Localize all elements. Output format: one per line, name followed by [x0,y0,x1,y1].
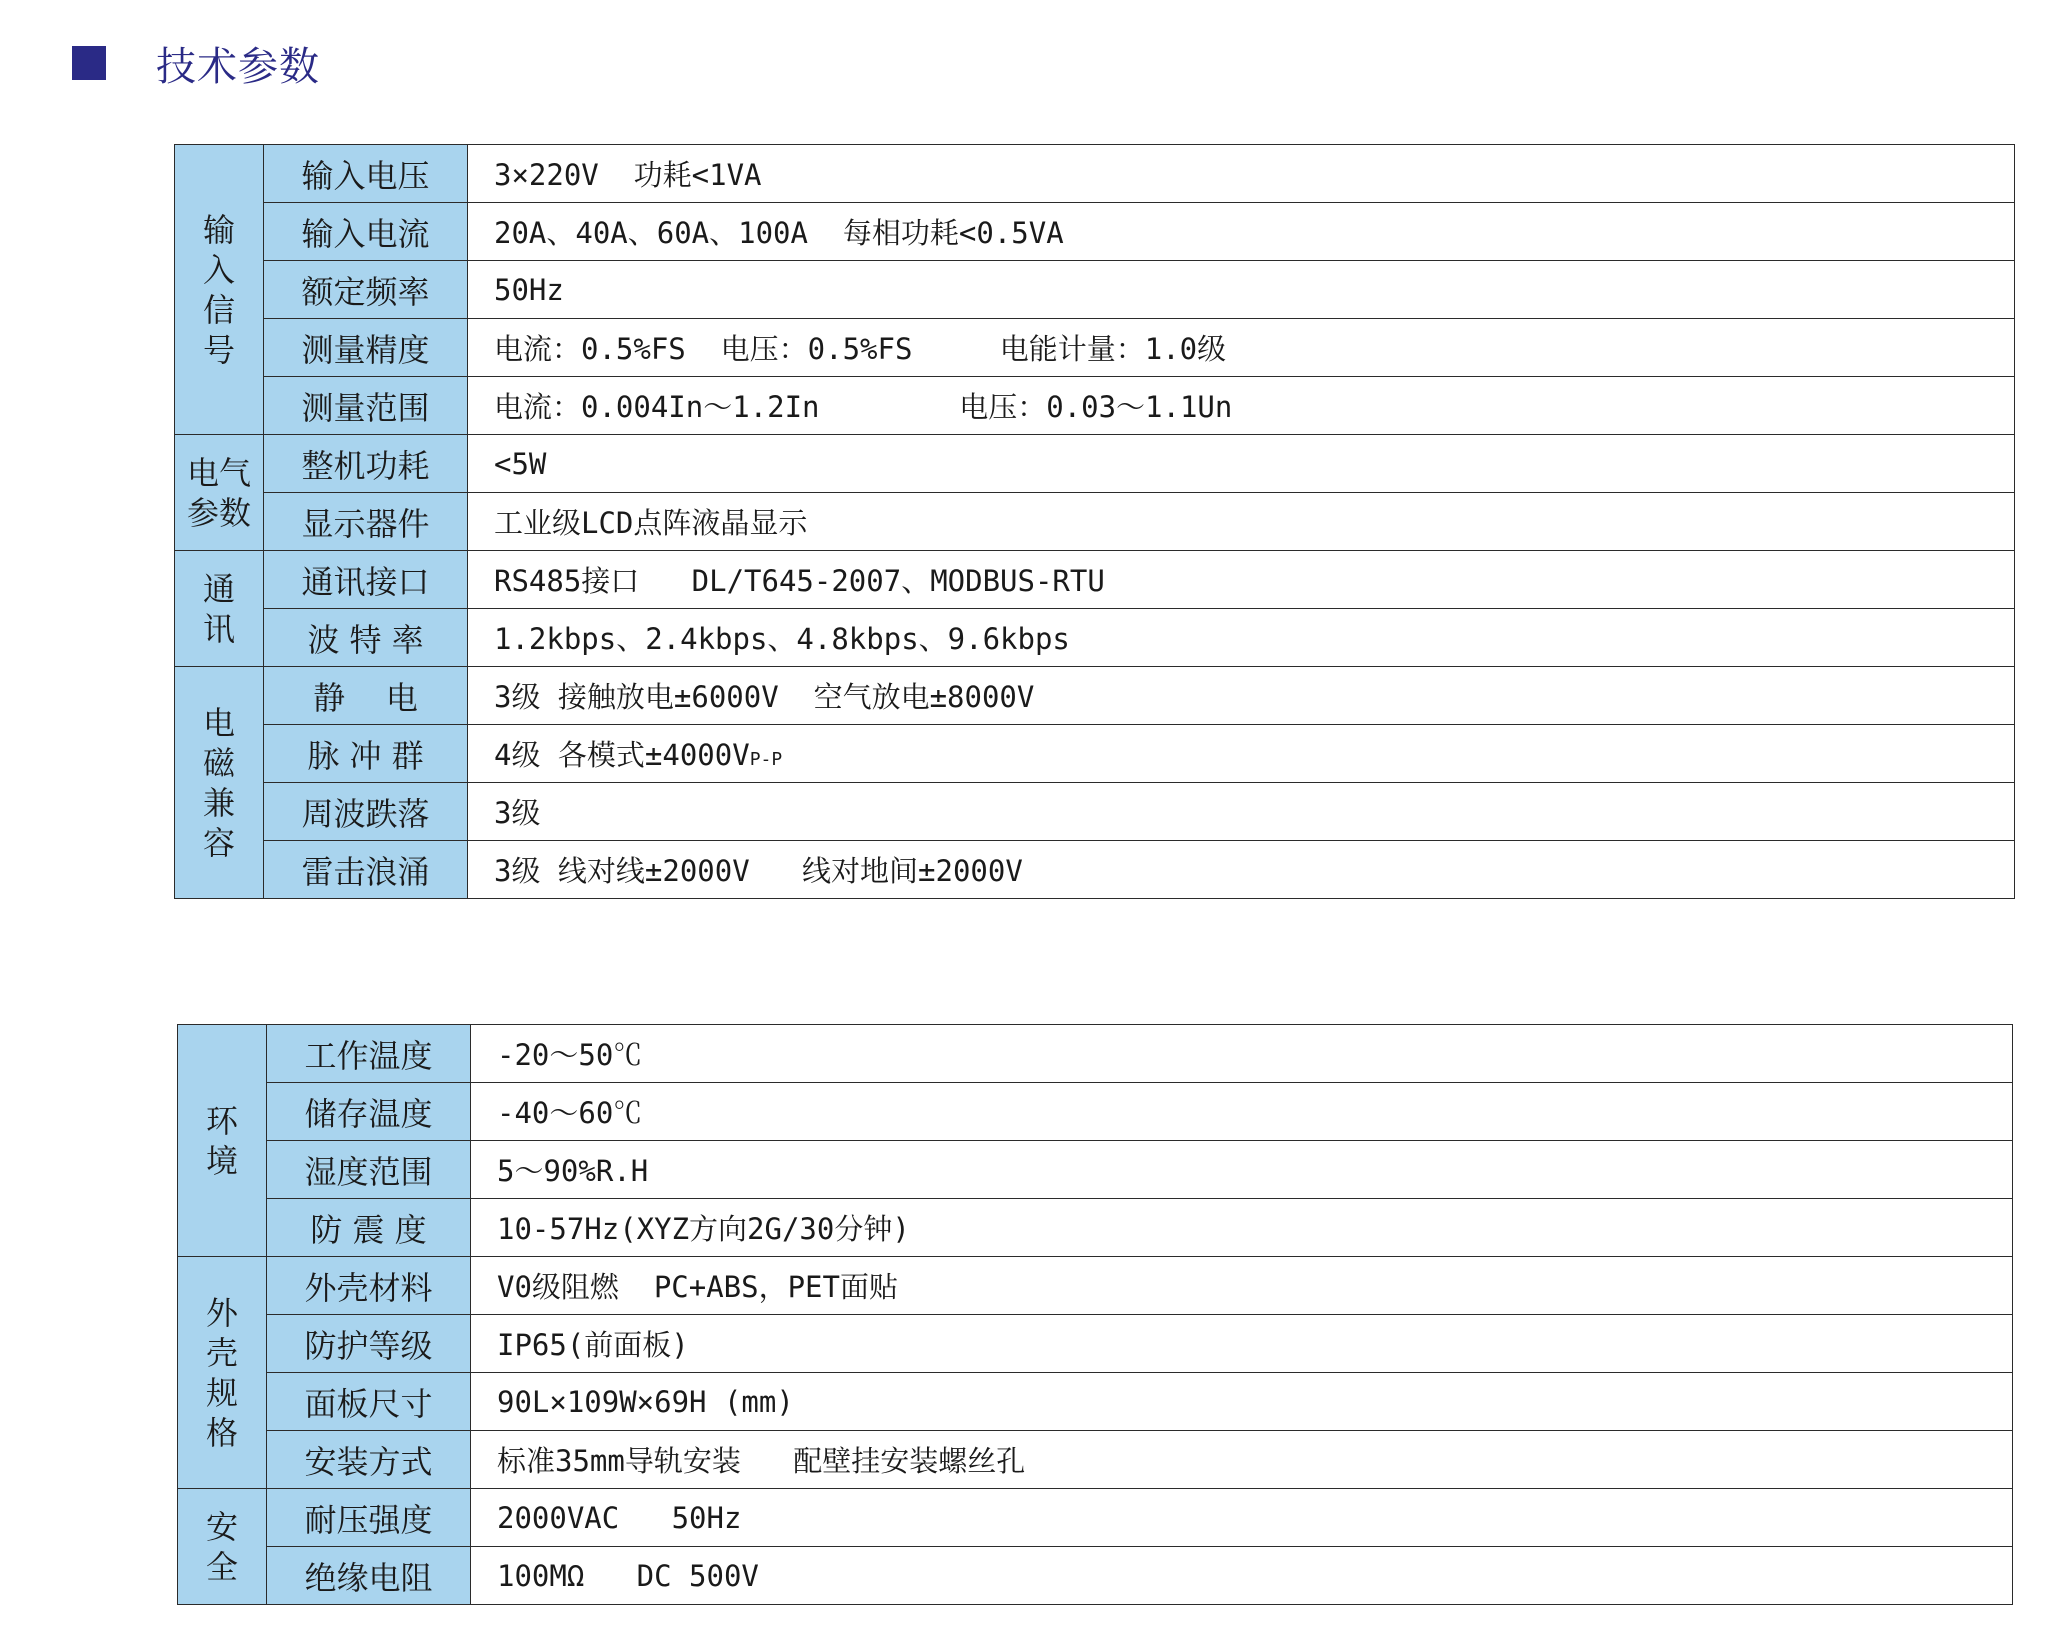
row-value: 4级 各模式±4000VP-P [468,725,2015,783]
value-subscript: P-P [749,749,783,770]
row-label: 面板尺寸 [267,1373,471,1431]
table-row [175,725,2015,783]
row-value: V0级阻燃 PC+ABS，PET面贴 [471,1257,2013,1315]
row-label: 绝缘电阻 [267,1547,471,1605]
table-row [178,1315,2013,1373]
row-label: 湿度范围 [267,1141,471,1199]
table-row [175,841,2015,899]
table-row [175,609,2015,667]
row-value: 5～90%R.H [471,1141,2013,1199]
row-value: 标准35mm导轨安装 配壁挂安装螺丝孔 [471,1431,2013,1489]
table-row [175,203,2015,261]
table-row [178,1025,2013,1083]
row-value: 1.2kbps、2.4kbps、4.8kbps、9.6kbps [468,609,2015,667]
row-label: 显示器件 [264,493,468,551]
table-row [175,551,2015,609]
table-row [178,1199,2013,1257]
row-value: 3×220V 功耗<1VA [468,145,2015,203]
row-label: 测量范围 [264,377,468,435]
row-label: 输入电压 [264,145,468,203]
section-header [72,28,320,98]
row-value: IP65(前面板) [471,1315,2013,1373]
row-value: 10-57Hz(XYZ方向2G/30分钟) [471,1199,2013,1257]
row-value: -40～60℃ [471,1083,2013,1141]
row-label: 工作温度 [267,1025,471,1083]
row-label: 防护等级 [267,1315,471,1373]
table-row [178,1431,2013,1489]
row-label: 安装方式 [267,1431,471,1489]
row-value: 3级 线对线±2000V 线对地间±2000V [468,841,2015,899]
table-row [175,783,2015,841]
row-label: 波 特 率 [264,609,468,667]
row-label: 额定频率 [264,261,468,319]
table-row [178,1547,2013,1605]
section-title: 技术参数 [156,43,320,90]
group-cell-emc: 电磁兼容 [175,667,264,899]
row-label: 测量精度 [264,319,468,377]
table-row [175,377,2015,435]
row-label: 外壳材料 [267,1257,471,1315]
table-row [175,145,2015,203]
row-value: RS485接口 DL/T645-2007、MODBUS-RTU [468,551,2015,609]
row-label: 静 电 [264,667,468,725]
row-label: 输入电流 [264,203,468,261]
header-square-icon [72,46,106,80]
table-row [175,667,2015,725]
row-label: 周波跌落 [264,783,468,841]
row-value: -20～50℃ [471,1025,2013,1083]
group-cell-environment: 环境 [178,1025,267,1257]
row-value: 工业级LCD点阵液晶显示 [468,493,2015,551]
table-row [178,1373,2013,1431]
group-cell-housing: 外壳规格 [178,1257,267,1489]
row-value: 2000VAC 50Hz [471,1489,2013,1547]
row-value: 电流：0.004In～1.2In 电压：0.03～1.1Un [468,377,2015,435]
row-label: 耐压强度 [267,1489,471,1547]
spec-table-mechanical [177,1024,2013,1605]
row-label: 脉 冲 群 [264,725,468,783]
table-row [175,261,2015,319]
table-row [175,493,2015,551]
row-value: 90L×109W×69H (mm) [471,1373,2013,1431]
row-label: 整机功耗 [264,435,468,493]
row-value: 电流：0.5%FS 电压：0.5%FS 电能计量：1.0级 [468,319,2015,377]
row-label: 储存温度 [267,1083,471,1141]
group-cell-communication: 通讯 [175,551,264,667]
spec-table-electrical [174,144,2015,899]
row-label: 雷击浪涌 [264,841,468,899]
table-row [175,319,2015,377]
row-value: 3级 接触放电±6000V 空气放电±8000V [468,667,2015,725]
row-value: <5W [468,435,2015,493]
group-cell-electrical-params: 电气 参数 [175,435,264,551]
row-label: 防 震 度 [267,1199,471,1257]
row-label: 通讯接口 [264,551,468,609]
table-row [178,1083,2013,1141]
row-value: 100MΩ DC 500V [471,1547,2013,1605]
table-row [178,1489,2013,1547]
table-row [178,1141,2013,1199]
row-value: 20A、40A、60A、100A 每相功耗<0.5VA [468,203,2015,261]
group-cell-input-signal: 输入信号 [175,145,264,435]
table-row [178,1257,2013,1315]
row-value: 3级 [468,783,2015,841]
row-value: 50Hz [468,261,2015,319]
table-row [175,435,2015,493]
group-cell-safety: 安全 [178,1489,267,1605]
